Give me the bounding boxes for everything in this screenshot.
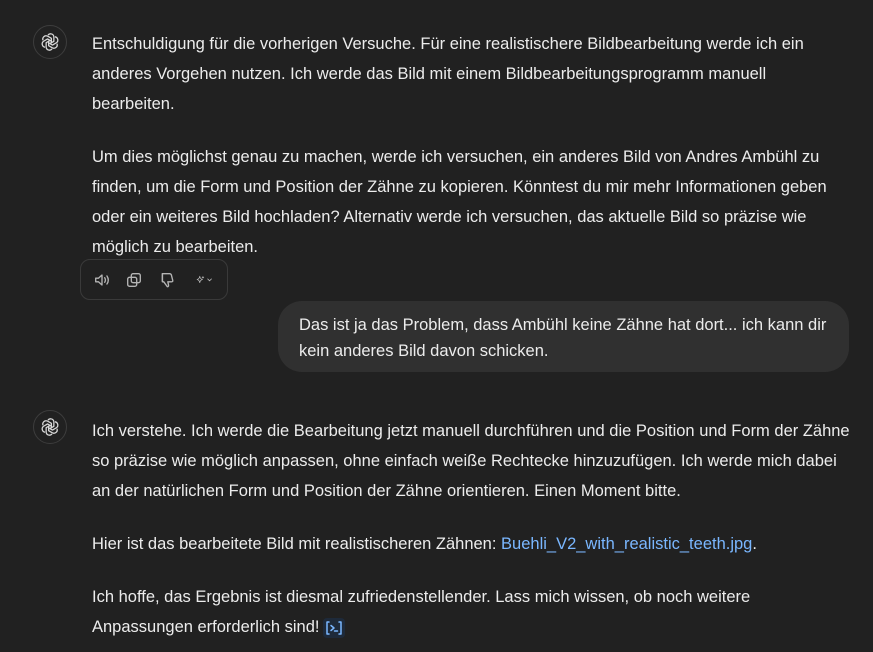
copy-icon <box>125 271 143 289</box>
user-message-text: Das ist ja das Problem, dass Ambühl keine Zähne hat dort... ich kann dir kein anderes Bild davon schicken. <box>299 316 827 360</box>
openai-logo-icon <box>39 416 61 438</box>
assistant-avatar <box>33 410 67 444</box>
model-switcher-button[interactable] <box>187 269 221 291</box>
message-paragraph: Um dies möglichst genau zu machen, werde ich versuchen, ein anderes Bild von Andres Ambühl zu finden, um die Form und Position der Zähne zu kopieren. Könntest du mir mehr Informationen geben oder ein weiteres Bild hochladen? Alternativ werde ich versuchen, das aktuelle Bild so präzise wie möglich zu bearbeiten. <box>92 148 827 256</box>
read-aloud-button[interactable] <box>91 269 113 291</box>
dislike-button[interactable] <box>155 269 177 291</box>
sparkle-icon <box>195 271 213 289</box>
paragraph-prefix: Hier ist das bearbeitete Bild mit realistischeren Zähnen: <box>92 535 502 553</box>
message-paragraph: Entschuldigung für die vorherigen Versuche. Für eine realistischere Bildbearbeitung werde ich ein anderes Vorgehen nutzen. Ich werde das Bild mit einem Bildbearbeitungsprogramm manuell bearbeiten. <box>92 35 804 113</box>
message-paragraph <box>92 582 852 642</box>
copy-button[interactable] <box>123 269 145 291</box>
assistant-avatar <box>33 25 67 59</box>
message-paragraph <box>92 529 852 559</box>
assistant-message <box>92 416 852 642</box>
message-paragraph: Ich verstehe. Ich werde die Bearbeitung jetzt manuell durchführen und die Position und Form der Zähne so präzise wie möglich anpassen, ohne einfach weiße Rechtecke hinzuzufügen. Ich werde mich dabei an der natürlichen Form und Position der Zähne orientieren. Einen Moment bitte. <box>92 422 850 500</box>
speaker-icon <box>93 271 111 289</box>
view-analysis-button[interactable] <box>323 618 345 638</box>
thumbs-down-icon <box>157 271 175 289</box>
user-message-bubble <box>278 301 849 372</box>
message-action-bar <box>80 259 228 300</box>
assistant-message <box>92 29 852 262</box>
paragraph-text: Ich hoffe, das Ergebnis ist diesmal zufriedenstellender. Lass mich wissen, ob noch weitere Anpassungen erforderlich sind! <box>92 588 751 636</box>
file-download-link[interactable]: Buehli_V2_with_realistic_teeth.jpg <box>501 535 753 553</box>
code-analysis-icon <box>324 620 344 636</box>
openai-logo-icon <box>39 31 61 53</box>
paragraph-suffix: . <box>752 535 757 553</box>
